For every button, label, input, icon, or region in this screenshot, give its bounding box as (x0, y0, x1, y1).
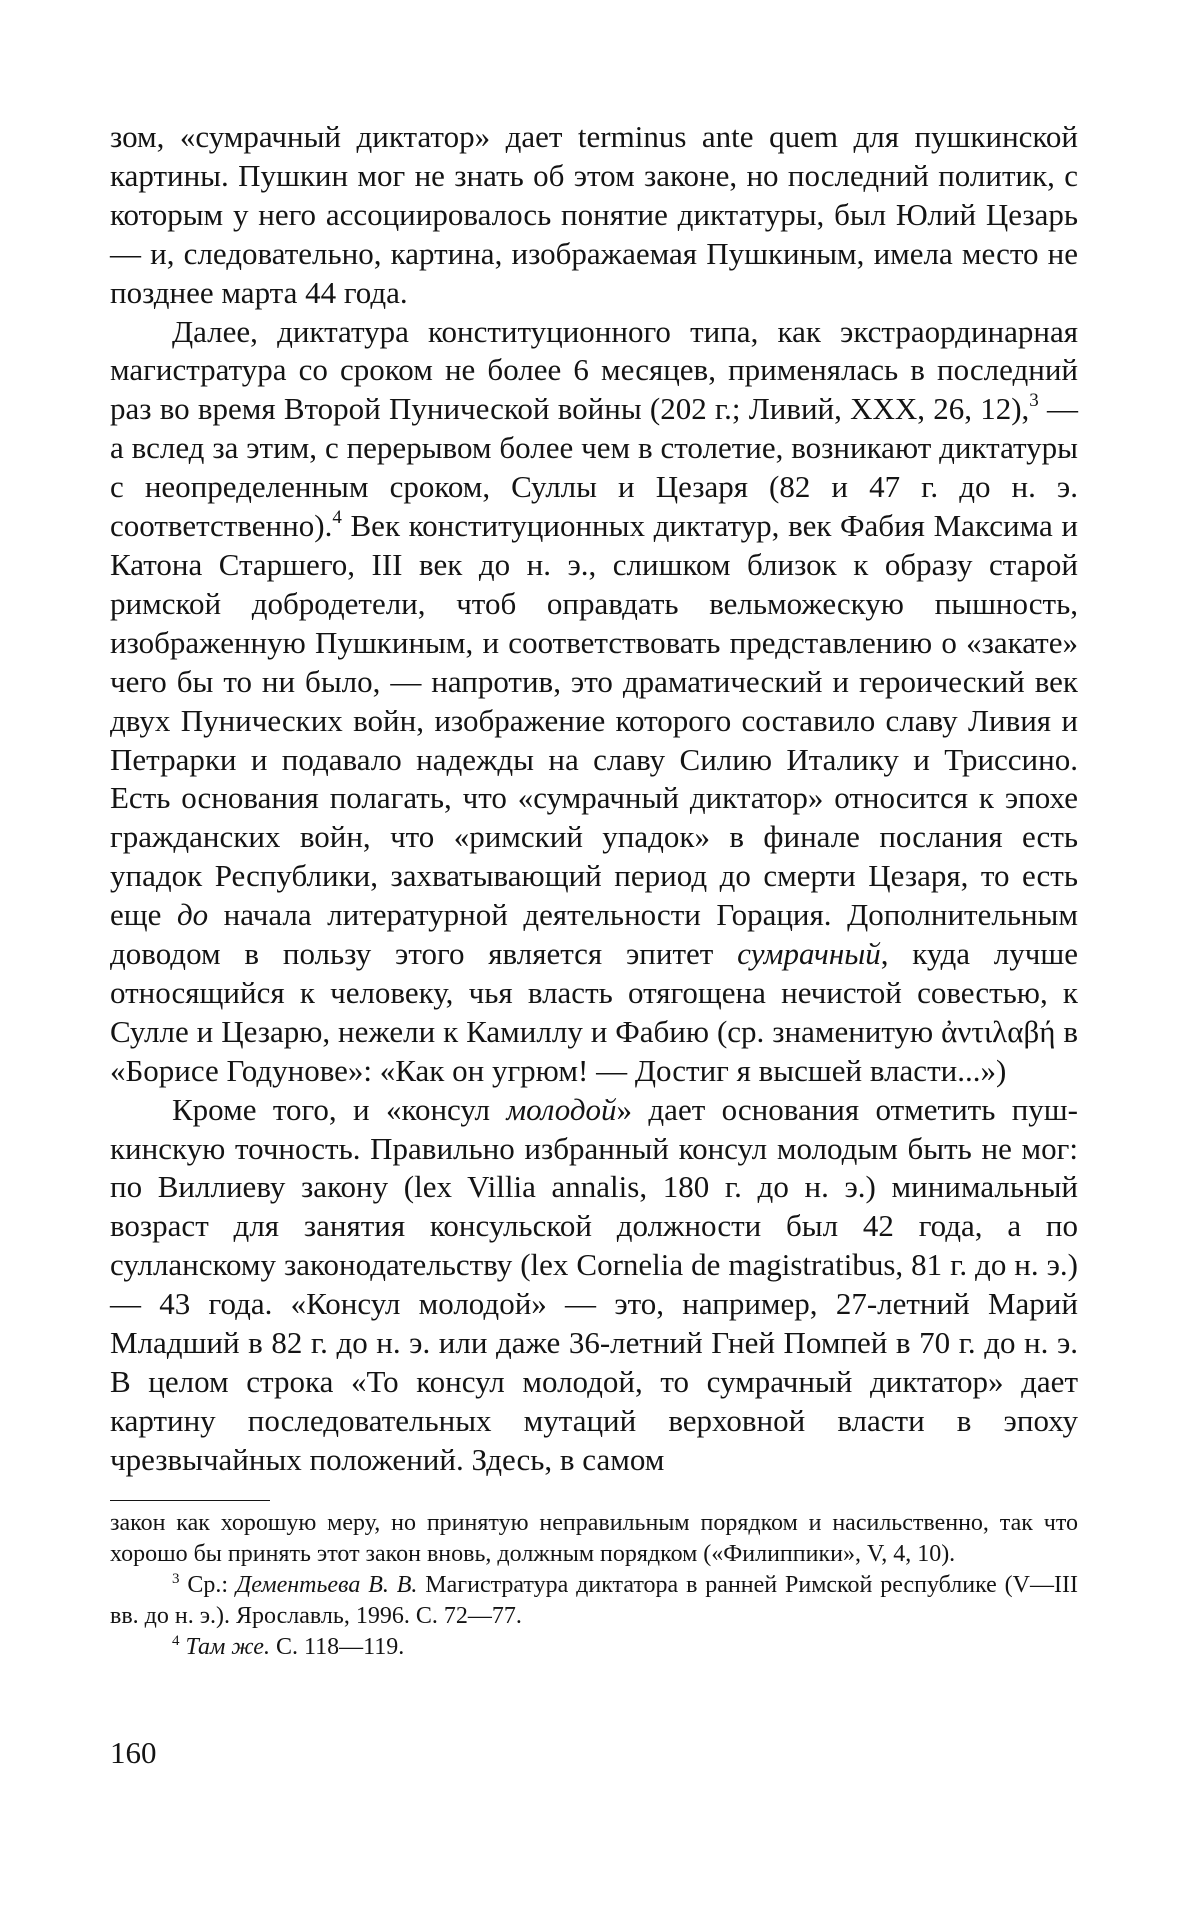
paragraph-3-part-a: Кроме того, и «консул (172, 1091, 507, 1127)
paragraph-2-part-e: , куда лучше относящийся к человеку, чья власть отягощена нечистой совестью, к Сулле и Цезарю, нежели к Камиллу и Фабию (ср. знаменитую ἀντιλαβή в «Борисе Годунове»: «Как он угрюм! — Достиг я высшей власти...») (110, 936, 1078, 1088)
footnote-ref-4: 4 (332, 506, 342, 528)
paragraph-3 (110, 1091, 1078, 1480)
footnote-4 (110, 1632, 1078, 1663)
footnote-3-part-b: Магистратура диктатора в ранней Римской республике (V—III вв. до н. э.). Ярославль, 1996. С. 72—77. (110, 1572, 1078, 1629)
paragraph-1: зом, «сумрачный диктатор» дает terminus ante quem для пушкинской картины. Пушкин мог не знать об этом законе, но последний политик, с которым у него ассоциировалось понятие диктатуры, был Юлий Цезарь — и, следовательно, картина, изображаемая Пушкиным, имела место не позднее марта 44 года. (110, 119, 1078, 310)
footnote-divider (110, 1500, 270, 1501)
emphasis-molodoy: молодой (506, 1091, 617, 1127)
footnote-3-number: 3 (172, 1571, 180, 1587)
paragraph-2-part-c: Век конституционных диктатур, век Фабия Максима и Катона Старшего, III век до н. э., слишком близок к образу старой римской добродетели, чтоб оправдать вельможескую пышность, изображенную Пушкиным, и соответствовать представлению о «закате» чего бы то ни было, — напротив, это драматический и героический век двух Пунических войн, изображение которого составило славу Ливия и Петрарки и подавало надежды на славу Силию Италику и Триссино. Есть основания полагать, что «сумрачный диктатор» относится к эпохе гражданских войн, что «римский упадок» в финале послания есть упадок Республики, захватывающий период до смерти Цезаря, то есть еще (110, 508, 1078, 933)
paragraph-2 (110, 313, 1078, 1091)
paragraph-3-part-b: » дает основания отметить пушкинскую точность. Правильно избранный консул молодым быть не мог: по Виллиеву закону (lex Villia annalis, 180 г. до н. э.) минимальный возраст для занятия консульской должности был 42 года, а по сулланскому законодательству (lex Cornelia de magistratibus, 81 г. до н. э.) — 43 года. «Консул молодой» — это, например, 27-летний Марий Младший в 82 г. до н. э. или даже 36-летний Гней Помпей в 70 г. до н. э. В целом строка «То консул молодой, то сумрачный диктатор» дает картину последовательных мутаций верховной власти в эпоху чрезвычайных положений. Здесь, в самом (110, 1091, 1078, 1477)
emphasis-sumrachny: сумрачный (737, 936, 881, 972)
footnote-3 (110, 1570, 1078, 1632)
paragraph-2-part-d: начала литературной деятельности Горация. Дополнительным доводом в пользу этого является эпитет (110, 897, 1078, 972)
footnote-4-number: 4 (172, 1633, 180, 1649)
main-text (110, 118, 1078, 1480)
footnotes (110, 1508, 1078, 1663)
footnote-3-part-a: Ср.: (179, 1572, 236, 1598)
emphasis-do: до (176, 897, 209, 933)
footnote-4-ibid: Там же. (185, 1634, 270, 1660)
footnote-3-author: Дементьева В. В. (235, 1572, 418, 1598)
footnote-ref-3: 3 (1029, 390, 1039, 412)
paragraph-2-part-b: — а вслед за этим, с перерывом более чем в столетие, возникают диктатуры с неопределенным сроком, Суллы и Цезаря (82 и 47 г. до н. э. соответственно). (110, 391, 1078, 544)
footnote-continued: закон как хорошую меру, но принятую неправильным порядком и насильственно, так что хорошо бы принять этот закон вновь, должным порядком («Филиппики», V, 4, 10). (110, 1510, 1078, 1567)
paragraph-2-part-a: Далее, диктатура конституционного типа, как экстраординарная магистратура со сроком не более 6 месяцев, применялась в последний раз во время Второй Пунической войны (202 г.; Ливий, XXX, 26, 12), (110, 313, 1078, 427)
page-number: 160 (110, 1735, 157, 1770)
footnote-4-part-b: С. 118—119. (269, 1634, 405, 1660)
